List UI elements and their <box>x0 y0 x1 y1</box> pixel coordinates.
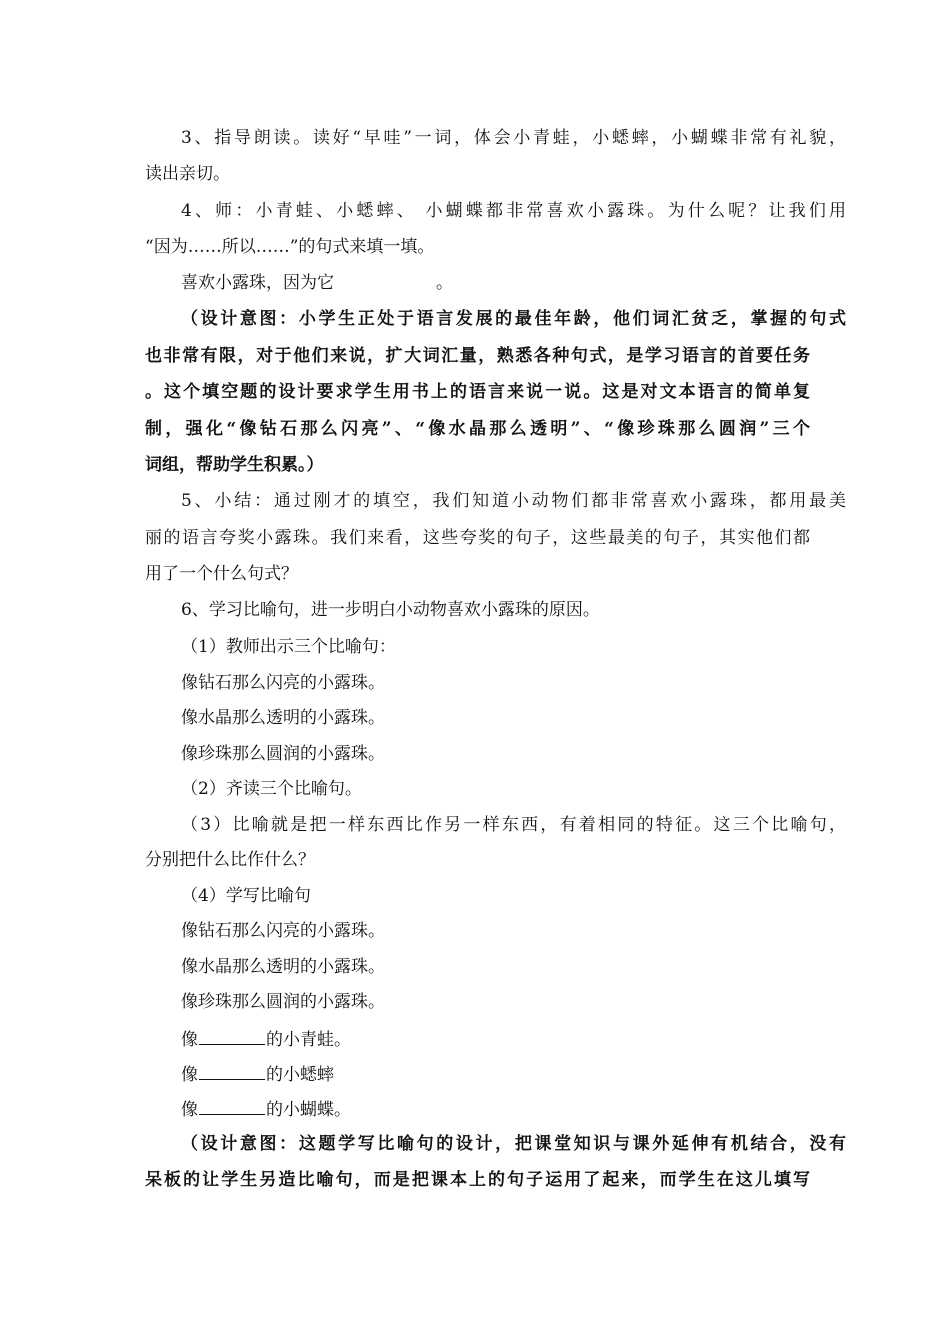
design-note-1-line-2: 也非常有限，对于他们来说，扩大词汇量，熟悉各种句式，是学习语言的首要任务 <box>145 346 810 366</box>
fill-in-suffix: 。 <box>436 273 453 293</box>
simile-repeat-2: 像水晶那么透明的小露珠。 <box>181 957 385 977</box>
blank-prefix: 像 <box>181 1065 198 1085</box>
step-2: （2）齐读三个比喻句。 <box>181 779 362 799</box>
step-3-line-1: （3）比喻就是把一样东西比作另一样东西，有着相同的特征。这三个比喻句， <box>181 815 846 835</box>
design-note-1-line-3: 。这个填空题的设计要求学生用书上的语言来说一说。这是对文本语言的简单复 <box>145 382 810 402</box>
paragraph-4-line-2: “因为……所以……”的句式来填一填。 <box>145 237 435 257</box>
blank-prefix: 像 <box>181 1030 198 1050</box>
design-note-2-line-1: （设计意图：这题学写比喻句的设计，把课堂知识与课外延伸有机结合，没有 <box>181 1134 846 1154</box>
step-1: （1）教师出示三个比喻句： <box>181 637 396 657</box>
blank-suffix: 的小蟋蟀 <box>266 1065 334 1085</box>
paragraph-5-line-2: 丽的语言夸奖小露珠。我们来看，这些夸奖的句子，这些最美的句子，其实他们都 <box>145 528 810 548</box>
blank-sentence-3 <box>181 1097 846 1121</box>
simile-3: 像珍珠那么圆润的小露珠。 <box>181 744 385 764</box>
fill-in-sentence <box>181 272 846 294</box>
answer-blank <box>199 1062 265 1080</box>
design-note-1-line-4: 制，强化“像钻石那么闪亮”、“像水晶那么透明”、“像珍珠那么圆润”三个 <box>145 419 810 439</box>
blank-sentence-1 <box>181 1027 846 1051</box>
step-3-line-2: 分别把什么比作什么？ <box>145 850 315 870</box>
paragraph-6: 6、学习比喻句，进一步明白小动物喜欢小露珠的原因。 <box>181 600 600 620</box>
blank-suffix: 的小蝴蝶。 <box>266 1100 351 1120</box>
paragraph-3-line-2: 读出亲切。 <box>145 164 230 184</box>
answer-blank <box>199 1097 265 1115</box>
answer-blank <box>199 1027 265 1045</box>
simile-1: 像钻石那么闪亮的小露珠。 <box>181 673 385 693</box>
blank-prefix: 像 <box>181 1100 198 1120</box>
simile-2: 像水晶那么透明的小露珠。 <box>181 708 385 728</box>
paragraph-5-line-1: 5、小结：通过刚才的填空，我们知道小动物们都非常喜欢小露珠，都用最美 <box>181 491 846 511</box>
paragraph-5-line-3: 用了一个什么句式？ <box>145 564 298 584</box>
blank-sentence-2 <box>181 1062 846 1086</box>
paragraph-4-line-1: 4、师：小青蛙、小蟋蟀、 小蝴蝶都非常喜欢小露珠。为什么呢？让我们用 <box>181 201 846 221</box>
simile-repeat-1: 像钻石那么闪亮的小露珠。 <box>181 921 385 941</box>
design-note-1-line-1: （设计意图：小学生正处于语言发展的最佳年龄，他们词汇贫乏，掌握的句式 <box>181 309 846 329</box>
blank-suffix: 的小青蛙。 <box>266 1030 351 1050</box>
design-note-1-line-5: 词组，帮助学生积累。） <box>145 455 324 475</box>
design-note-2-line-2: 呆板的让学生另造比喻句，而是把课本上的句子运用了起来，而学生在这儿填写 <box>145 1170 810 1190</box>
step-4: （4）学写比喻句 <box>181 886 311 906</box>
simile-repeat-3: 像珍珠那么圆润的小露珠。 <box>181 992 385 1012</box>
fill-in-prefix: 喜欢小露珠，因为它 <box>181 273 334 293</box>
paragraph-3-line-1: 3、指导朗读。读好“早哇”一词，体会小青蛙，小蟋蟀，小蝴蝶非常有礼貌， <box>181 128 846 148</box>
